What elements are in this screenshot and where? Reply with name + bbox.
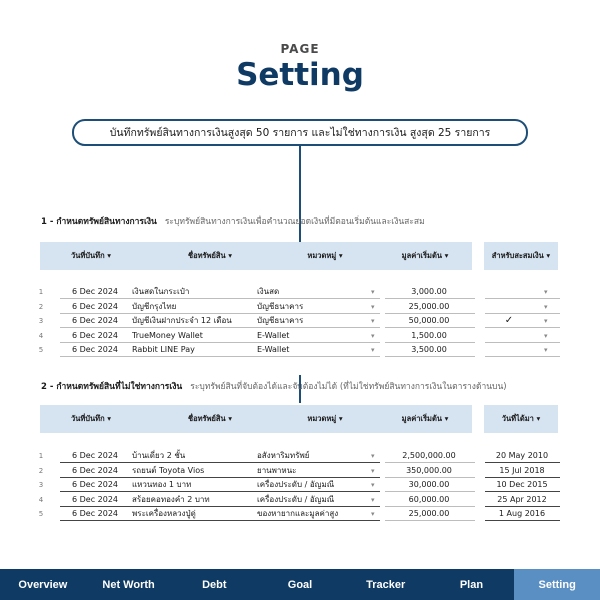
section2-title-text: 2 - กำหนดทรัพย์สินที่ไม่ใช่ทางการเงิน (41, 382, 183, 392)
row-number: 5 (38, 510, 44, 518)
section2-desc: ระบุทรัพย์สินที่จับต้องได้และจับต้องไม่ได้ (ที่ไม่ใช่ทรัพย์สินทางการเงินในตารางด้านบน) (190, 382, 507, 392)
row-category[interactable]: อสังหาริมทรัพย์ (257, 451, 310, 460)
row-number: 2 (38, 302, 44, 311)
nav-item-goal[interactable] (257, 569, 343, 600)
row-date[interactable]: 6 Dec 2024 (71, 287, 118, 296)
saving-checkbox[interactable]: ✓ (504, 315, 514, 326)
row-date[interactable]: 6 Dec 2024 (71, 330, 118, 340)
nav-item-setting[interactable] (514, 569, 600, 600)
section1-table-header (40, 242, 472, 270)
saving-checkbox[interactable] (503, 343, 515, 357)
nav-item-plan[interactable] (429, 569, 515, 600)
row-category[interactable]: บัญชีธนาคาร (257, 301, 304, 311)
row-date[interactable]: 6 Dec 2024 (71, 451, 118, 460)
page-label: PAGE (280, 42, 320, 56)
row-initial-value[interactable]: 2,500,000.00 (402, 451, 456, 460)
row-date[interactable]: 6 Dec 2024 (71, 509, 118, 518)
nav-item-tracker[interactable] (343, 569, 429, 600)
row-asset-name[interactable]: Rabbit LINE Pay (132, 345, 195, 354)
row-asset-name[interactable]: แหวนทอง 1 บาท (132, 480, 192, 489)
col-received-header-label: วันที่ได้มา ▾ (501, 414, 541, 423)
table-row (35, 343, 565, 357)
col2-category-header[interactable]: หมวดหมู่ ▾ (307, 414, 343, 423)
row-category[interactable]: ของหายากและมูลค่าสูง (257, 509, 339, 518)
saving-dropdown-icon[interactable]: ▾ (544, 302, 548, 311)
nav-item-label: Net Worth (102, 578, 155, 591)
row-number: 3 (38, 481, 44, 489)
saving-checkbox[interactable] (503, 285, 515, 299)
nav-item-label: Debt (202, 578, 227, 591)
row-initial-value[interactable]: 1,500.00 (411, 330, 447, 340)
row-number: 2 (38, 466, 44, 475)
nav-item-label: Plan (459, 578, 484, 591)
row-date[interactable]: 6 Dec 2024 (71, 465, 118, 475)
row-category[interactable]: E-Wallet (257, 330, 290, 340)
row-date[interactable]: 6 Dec 2024 (71, 494, 118, 504)
nav-item-label: Overview (18, 578, 68, 591)
limit-callout: บันทึกทรัพย์สินทางการเงินสูงสุด 50 รายการ และไม่ใช่ทางการเงิน สูงสุด 25 รายการ (72, 119, 528, 146)
row-received-date[interactable]: 25 Apr 2012 (497, 494, 547, 504)
row-initial-value[interactable]: 3,000.00 (411, 287, 447, 296)
row-asset-name[interactable]: รถยนต์ Toyota Vios (132, 465, 205, 475)
table-row (35, 329, 565, 343)
row-asset-name[interactable]: พระเครื่องหลวงปู่ดู่ (132, 509, 196, 518)
row-asset-name[interactable]: สร้อยคอทองคำ 2 บาท (132, 494, 210, 504)
nav-item-net-worth[interactable] (86, 569, 172, 600)
row-received-date[interactable]: 1 Aug 2016 (498, 509, 546, 518)
row-asset-name[interactable]: TrueMoney Wallet (132, 330, 203, 340)
col-date-header[interactable]: วันที่บันทึก ▾ (70, 251, 112, 260)
row-date[interactable]: 6 Dec 2024 (71, 345, 118, 354)
row-number: 4 (38, 495, 44, 504)
nav-item-overview[interactable] (0, 569, 86, 600)
row-initial-value[interactable]: 50,000.00 (408, 316, 450, 325)
category-dropdown-icon[interactable]: ▾ (371, 466, 375, 475)
nav-item-label: Goal (287, 578, 313, 591)
row-underline-left (60, 356, 380, 357)
row-category[interactable]: บัญชีธนาคาร (257, 316, 304, 325)
category-dropdown-icon[interactable]: ▾ (371, 510, 375, 518)
category-dropdown-icon[interactable]: ▾ (371, 302, 375, 311)
section2-title (41, 379, 507, 393)
row-asset-name[interactable]: บัญชีเงินฝากประจำ 12 เดือน (132, 316, 232, 325)
section1-title (41, 214, 425, 228)
row-underline-right (485, 356, 560, 357)
table-row (35, 478, 565, 492)
row-date[interactable]: 6 Dec 2024 (71, 316, 118, 325)
saving-checkbox[interactable] (503, 300, 515, 314)
row-number: 5 (38, 346, 44, 354)
saving-dropdown-icon[interactable]: ▾ (544, 317, 548, 325)
saving-dropdown-icon[interactable]: ▾ (544, 288, 548, 296)
category-dropdown-icon[interactable]: ▾ (371, 346, 375, 354)
section1-desc: ระบุทรัพย์สินทางการเงินเพื่อคำนวณยอดเงินที่มีตอนเริ่มต้นและเงินสะสม (164, 217, 425, 227)
row-number: 1 (38, 288, 44, 296)
col-received-header[interactable] (484, 405, 558, 433)
row-number: 1 (38, 452, 44, 460)
row-received-date[interactable]: 20 May 2010 (495, 451, 549, 460)
nav-item-label: Setting (538, 578, 576, 591)
row-asset-name[interactable]: บัญชีกรุงไทย (132, 301, 177, 311)
category-dropdown-icon[interactable]: ▾ (371, 288, 375, 296)
col-value-header[interactable]: มูลค่าเริ่มต้น ▾ (401, 251, 449, 260)
row-category[interactable]: เงินสด (257, 287, 280, 296)
row-number: 3 (38, 317, 44, 325)
row-asset-name[interactable]: บ้านเดี่ยว 2 ชั้น (132, 451, 186, 460)
table-row (35, 300, 565, 314)
row-underline-left (60, 520, 380, 521)
col-name-header[interactable]: ชื่อทรัพย์สิน ▾ (188, 251, 232, 260)
col2-value-header[interactable]: มูลค่าเริ่มต้น ▾ (401, 414, 449, 423)
nav-item-debt[interactable] (171, 569, 257, 600)
section2-table-header (40, 405, 472, 433)
col2-date-header[interactable]: วันที่บันทึก ▾ (70, 414, 112, 423)
category-dropdown-icon[interactable]: ▾ (371, 331, 375, 340)
table-row (35, 464, 565, 478)
col-category-header[interactable]: หมวดหมู่ ▾ (307, 251, 343, 260)
table-row (35, 314, 565, 328)
col-saving-header[interactable] (484, 242, 558, 270)
row-initial-value[interactable]: 60,000.00 (408, 494, 450, 504)
row-initial-value[interactable]: 30,000.00 (408, 480, 450, 489)
col-saving-header-label: สำหรับสะสมเงิน ▾ (491, 251, 551, 260)
bottom-nav (0, 569, 600, 600)
row-date[interactable]: 6 Dec 2024 (71, 480, 118, 489)
page-title: Setting (236, 57, 364, 93)
row-category[interactable]: เครื่องประดับ / อัญมณี (257, 494, 335, 504)
table-row (35, 507, 565, 521)
nav-item-label: Tracker (366, 578, 406, 591)
saving-checkbox[interactable] (503, 329, 515, 343)
category-dropdown-icon[interactable]: ▾ (371, 481, 375, 489)
table-row (35, 493, 565, 507)
section1-title-text: 1 - กำหนดทรัพย์สินทางการเงิน (41, 217, 157, 227)
category-dropdown-icon[interactable]: ▾ (371, 317, 375, 325)
row-category[interactable]: E-Wallet (257, 345, 290, 354)
saving-dropdown-icon[interactable]: ▾ (544, 346, 548, 354)
row-received-date[interactable]: 15 Jul 2018 (499, 465, 545, 475)
table-row (35, 285, 565, 299)
category-dropdown-icon[interactable]: ▾ (371, 495, 375, 504)
row-number: 4 (38, 331, 44, 340)
row-received-date[interactable]: 10 Dec 2015 (496, 480, 548, 489)
row-initial-value[interactable]: 25,000.00 (408, 301, 450, 311)
row-category[interactable]: เครื่องประดับ / อัญมณี (257, 480, 335, 489)
row-underline-right (485, 520, 560, 521)
table-row (35, 449, 565, 463)
col2-name-header[interactable]: ชื่อทรัพย์สิน ▾ (188, 414, 232, 423)
row-date[interactable]: 6 Dec 2024 (71, 301, 118, 311)
row-initial-value[interactable]: 3,500.00 (411, 345, 447, 354)
row-initial-value[interactable]: 25,000.00 (408, 509, 450, 518)
saving-dropdown-icon[interactable]: ▾ (544, 331, 548, 340)
row-underline-value (385, 356, 475, 357)
row-underline-value (385, 520, 475, 521)
row-category[interactable]: ยานพาหนะ (257, 465, 297, 475)
row-initial-value[interactable]: 350,000.00 (406, 465, 452, 475)
row-asset-name[interactable]: เงินสดในกระเป๋า (132, 287, 190, 296)
category-dropdown-icon[interactable]: ▾ (371, 452, 375, 460)
